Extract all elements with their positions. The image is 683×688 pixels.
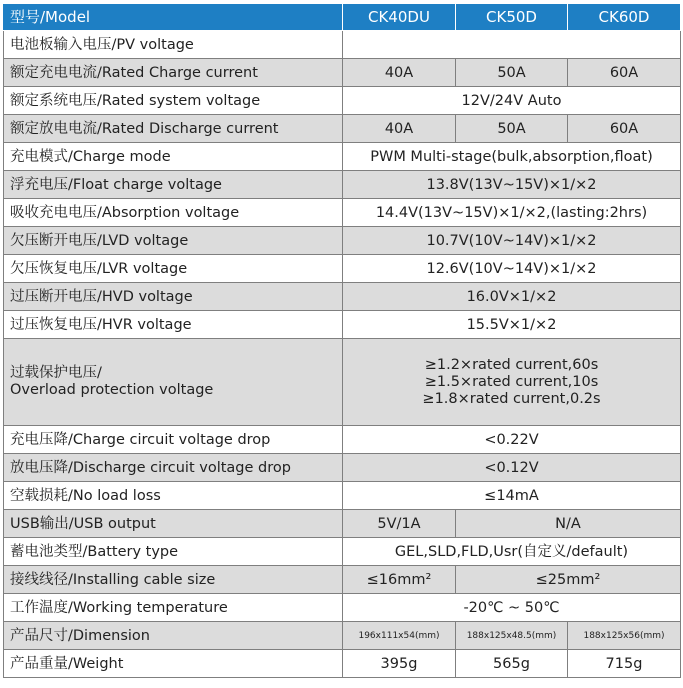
row-value: 12.6V(10V~14V)×1/×2 [343, 255, 681, 283]
row-value: 395g [343, 650, 456, 678]
row-label-line: 过载保护电压/ [10, 365, 102, 381]
row-value: 14.4V(13V~15V)×1/×2,(lasting:2hrs) [343, 199, 681, 227]
row-rated-system-voltage [4, 87, 681, 115]
row-label: 过压恢复电压/HVR voltage [4, 311, 343, 339]
row-value: 5V/1A [343, 510, 456, 538]
row-value: 10.7V(10V~14V)×1/×2 [343, 227, 681, 255]
row-label: 过压断开电压/HVD voltage [4, 283, 343, 311]
row-value-line: ≥1.8×rated current,0.2s [422, 390, 601, 407]
row-label: 充电压降/Charge circuit voltage drop [4, 426, 343, 454]
row-working-temperature [4, 594, 681, 622]
row-charge-mode [4, 143, 681, 171]
row-absorption-voltage [4, 199, 681, 227]
row-no-load-loss [4, 482, 681, 510]
row-label: 充电模式/Charge mode [4, 143, 343, 171]
row-value-line: ≥1.5×rated current,10s [424, 373, 599, 390]
row-value: <0.12V [343, 454, 681, 482]
row-overload-protection [4, 339, 681, 426]
row-label: 空载损耗/No load loss [4, 482, 343, 510]
row-label: 产品尺寸/Dimension [4, 622, 343, 650]
row-usb-output [4, 510, 681, 538]
row-label: 产品重量/Weight [4, 650, 343, 678]
row-weight [4, 650, 681, 678]
row-value: -20℃ ~ 50℃ [343, 594, 681, 622]
row-label: 接线线径/Installing cable size [4, 566, 343, 594]
row-label-line: Overload protection voltage [10, 382, 214, 398]
row-rated-charge-current [4, 59, 681, 87]
row-label: 额定充电电流/Rated Charge current [4, 59, 343, 87]
row-hvd-voltage [4, 283, 681, 311]
spec-table-container [3, 3, 680, 678]
row-label: 电池板输入电压/PV voltage [4, 31, 343, 59]
row-battery-type [4, 538, 681, 566]
row-hvr-voltage [4, 311, 681, 339]
row-dimension [4, 622, 681, 650]
row-rated-discharge-current [4, 115, 681, 143]
row-value [343, 339, 681, 426]
row-value: 40A [343, 115, 456, 143]
row-label: 蓄电池类型/Battery type [4, 538, 343, 566]
row-label: 吸收充电电压/Absorption voltage [4, 199, 343, 227]
row-float-charge-voltage [4, 171, 681, 199]
row-lvr-voltage [4, 255, 681, 283]
row-value: 50A [456, 115, 568, 143]
row-value: ≤25mm² [456, 566, 681, 594]
row-label: USB输出/USB output [4, 510, 343, 538]
row-value: 60A [568, 59, 681, 87]
row-value: 40A [343, 59, 456, 87]
row-label: 额定放电电流/Rated Discharge current [4, 115, 343, 143]
row-value: N/A [456, 510, 681, 538]
row-label: 工作温度/Working temperature [4, 594, 343, 622]
header-row [4, 4, 681, 31]
model-ck50d: CK50D [456, 4, 568, 31]
row-discharge-voltage-drop [4, 454, 681, 482]
row-value: GEL,SLD,FLD,Usr(自定义/default) [343, 538, 681, 566]
row-value: PWM Multi-stage(bulk,absorption,float) [343, 143, 681, 171]
row-charge-voltage-drop [4, 426, 681, 454]
row-value: 12V/24V Auto [343, 87, 681, 115]
row-label: 浮充电压/Float charge voltage [4, 171, 343, 199]
row-value: 565g [456, 650, 568, 678]
row-value: <0.22V [343, 426, 681, 454]
model-ck60d: CK60D [568, 4, 681, 31]
row-label: 放电压降/Discharge circuit voltage drop [4, 454, 343, 482]
row-lvd-voltage [4, 227, 681, 255]
row-cable-size [4, 566, 681, 594]
row-value: 60A [568, 115, 681, 143]
row-label: 额定系统电压/Rated system voltage [4, 87, 343, 115]
row-value: 188x125x48.5(mm) [456, 622, 568, 650]
row-value: 15.5V×1/×2 [343, 311, 681, 339]
row-value: 13.8V(13V~15V)×1/×2 [343, 171, 681, 199]
row-value [343, 31, 681, 59]
row-value: 196x111x54(mm) [343, 622, 456, 650]
model-ck40du: CK40DU [343, 4, 456, 31]
row-value: 16.0V×1/×2 [343, 283, 681, 311]
row-value: 715g [568, 650, 681, 678]
row-label: 欠压恢复电压/LVR voltage [4, 255, 343, 283]
row-value: 188x125x56(mm) [568, 622, 681, 650]
row-value: 50A [456, 59, 568, 87]
row-label: 欠压断开电压/LVD voltage [4, 227, 343, 255]
row-pv-voltage [4, 31, 681, 59]
row-label [4, 339, 343, 426]
row-value: ≤14mA [343, 482, 681, 510]
row-value: ≤16mm² [343, 566, 456, 594]
header-label: 型号/Model [4, 4, 343, 31]
spec-table [3, 3, 681, 678]
row-value-line: ≥1.2×rated current,60s [424, 356, 599, 373]
